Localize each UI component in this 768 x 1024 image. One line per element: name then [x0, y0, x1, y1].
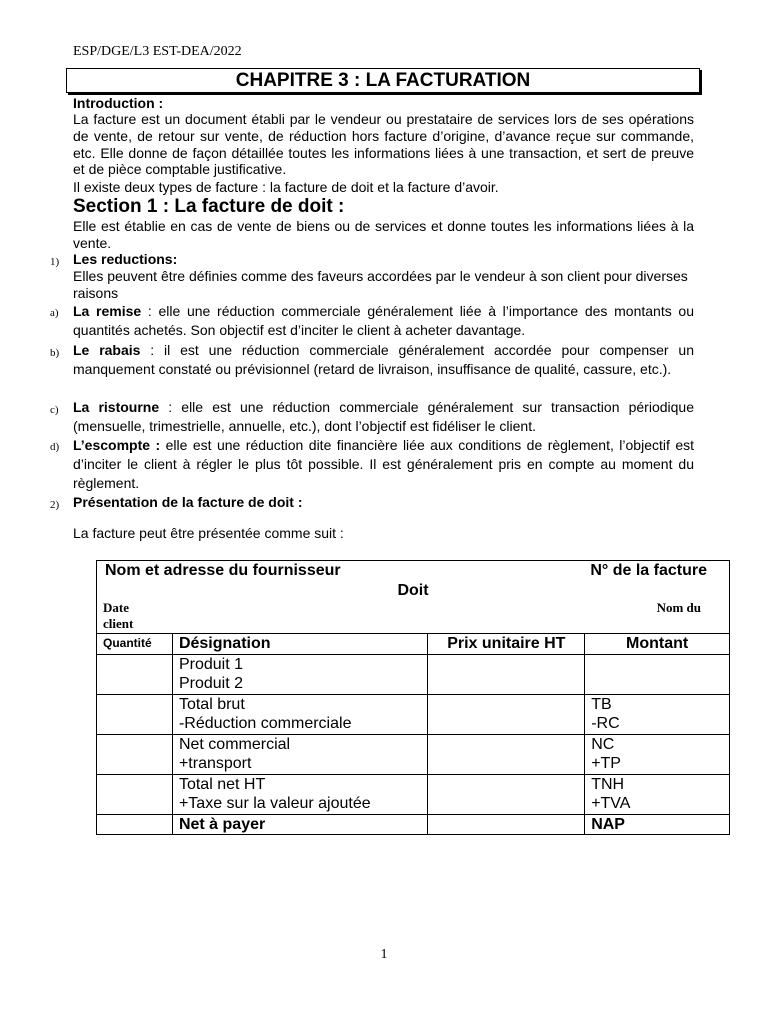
- designation-line: Total net HT: [178, 775, 266, 793]
- introduction-label: Introduction :: [73, 95, 164, 111]
- amount-line: +TP: [591, 755, 621, 772]
- chapter-title: CHAPITRE 3 : LA FACTURATION: [66, 68, 700, 93]
- term: La remise: [73, 303, 142, 319]
- section-1-title: Section 1 : La facture de doit :: [73, 196, 345, 217]
- list-number: 2): [50, 499, 60, 511]
- designation-line: +Taxe sur la valeur ajoutée: [178, 795, 371, 812]
- designation-line: +transport: [178, 755, 252, 772]
- client-label: client: [103, 616, 134, 631]
- designation-line: -Réduction commerciale: [178, 715, 352, 732]
- designation-line: Net commercial: [178, 735, 291, 753]
- list-letter: b): [50, 347, 60, 359]
- amount-line: [591, 655, 723, 675]
- invoice-number-label: N° de la facture: [590, 562, 707, 579]
- designation-line: Produit 1: [178, 655, 243, 673]
- term: L’escompte :: [73, 437, 161, 453]
- definition: : elle une réduction commerciale généralement liée à l’importance des montants ou quantités achetés. Son objectif est d’inciter le client à acheter davantage.: [73, 303, 694, 338]
- table-row: [97, 734, 730, 774]
- list-number: 1): [50, 256, 60, 268]
- reductions-intro: Elles peuvent être définies comme des faveurs accordées par le vendeur à son client pour diverses raisons: [73, 268, 688, 301]
- total-row: [97, 814, 730, 835]
- amount-line: [591, 674, 723, 694]
- amount-header: Montant: [585, 634, 730, 655]
- term: La ristourne: [73, 399, 160, 415]
- presentation-title: Présentation de la facture de doit :: [73, 494, 303, 510]
- list-letter: c): [50, 404, 59, 416]
- amount-line: TNH: [591, 775, 625, 793]
- net-to-pay-value: NAP: [585, 814, 730, 835]
- invoice-table: [96, 560, 730, 835]
- remise-item: [73, 302, 694, 340]
- doit-label: Doit: [397, 582, 429, 599]
- reductions-title: Les reductions:: [73, 251, 178, 267]
- term: Le rabais: [73, 342, 141, 358]
- amount-line: NC: [591, 735, 615, 753]
- definition: : elle est une réduction commerciale généralement sur transaction périodique (mensuelle, trimestrielle, annuelle, etc.), dont l’objectif est fidéliser le client.: [73, 399, 694, 434]
- designation-line: Total brut: [178, 695, 245, 713]
- definition: elle est une réduction dite financière liée aux conditions de règlement, l’objectif est d’inciter le client à régler le plus tôt possible. Il est généralement pris en compte au moment du règlement.: [73, 437, 694, 491]
- net-to-pay-label: Net à payer: [172, 814, 428, 835]
- amount-line: TB: [591, 695, 612, 713]
- list-letter: d): [50, 441, 60, 453]
- unit-price-header: Prix unitaire HT: [428, 634, 585, 655]
- introduction-paragraph: La facture est un document établi par le vendeur ou prestataire de services lors de ses opérations de vente, de retour sur vente, de réduction hors facture d’origine, d’avance reçue sur commande, etc. Elle donne de façon détaillée toutes les informations liées à une transaction, et sert de preuve et de pièce comptable justificative.: [73, 111, 694, 178]
- amount-line: +TVA: [591, 795, 631, 812]
- section-1-intro: Elle est établie en cas de vente de biens ou de services et donne toutes les informations liées à la vente.: [73, 218, 694, 251]
- quantity-header: Quantité: [97, 634, 173, 655]
- table-row: [97, 694, 730, 734]
- facture-types-paragraph: Il existe deux types de facture : la facture de doit et la facture d’avoir.: [73, 179, 499, 195]
- date-label: Date: [103, 600, 129, 615]
- definition: : il est une réduction commerciale généralement accordée pour compenser un manquement constaté ou prévisionnel (retard de livraison, insuffisance de qualité, cassure, etc.).: [73, 342, 694, 377]
- table-row: [97, 774, 730, 814]
- client-name-label: Nom du: [656, 600, 701, 615]
- designation-header: Désignation: [172, 634, 428, 655]
- invoice-header-cell: [97, 561, 730, 634]
- list-letter: a): [50, 307, 59, 319]
- designation-line: Produit 2: [178, 675, 243, 692]
- presentation-intro: La facture peut être présentée comme suit :: [73, 525, 344, 541]
- amount-line: -RC: [591, 715, 620, 732]
- table-row: [97, 654, 730, 694]
- escompte-item: [73, 436, 694, 493]
- page-number: 1: [380, 947, 388, 962]
- rabais-item: [73, 341, 694, 379]
- document-reference: ESP/DGE/L3 EST-DEA/2022: [73, 44, 242, 59]
- supplier-label: Nom et adresse du fournisseur: [105, 562, 341, 579]
- ristourne-item: [73, 398, 694, 436]
